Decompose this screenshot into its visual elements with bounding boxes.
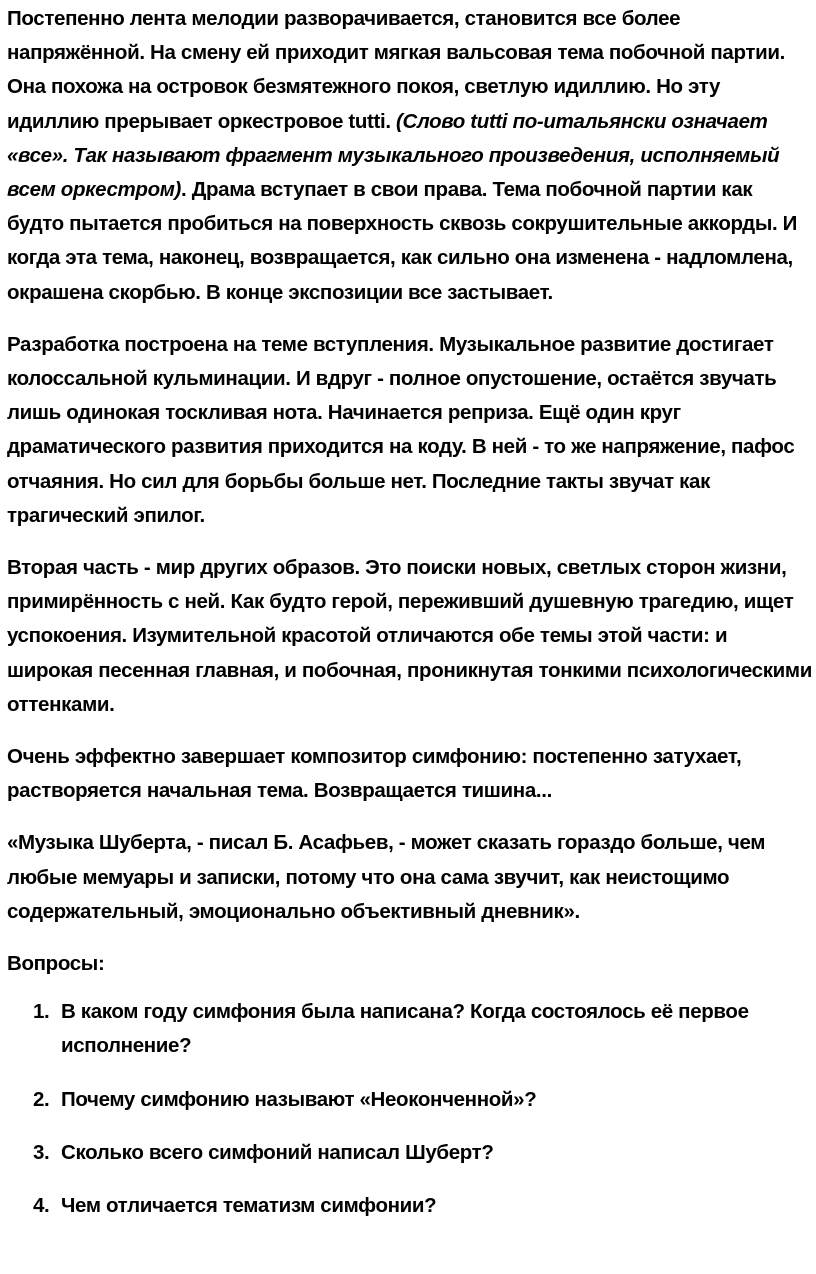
question-text: Чем отличается тематизм симфонии? [61, 1194, 437, 1218]
question-item [7, 995, 812, 1063]
question-number: 4. [33, 1194, 50, 1218]
question-item [7, 1189, 812, 1223]
questions-list [7, 995, 812, 1223]
paragraph-exposition [7, 2, 812, 310]
paragraph-development: Разработка построена на теме вступления. Музыкальное развитие достигает колоссальной кульминации. И вдруг - полное опустошение, остаётся звучать лишь одинокая тоскливая нота. Начинается реприза. Ещё один круг драматического развития приходится на коду. В ней - то же напряжение, пафос отчаяния. Но сил для борьбы больше нет. Последние такты звучат как трагический эпилог. [7, 332, 795, 527]
question-text: В каком году симфония была написана? Когда состоялось её первое исполнение? [61, 1000, 749, 1058]
question-item [7, 1083, 812, 1117]
questions-heading: Вопросы: [7, 952, 105, 976]
question-text: Почему симфонию называют «Неоконченной»? [61, 1087, 537, 1111]
paragraph-second-movement: Вторая часть - мир других образов. Это поиски новых, светлых сторон жизни, примирённость с ней. Как будто герой, переживший душевную трагедию, ищет успокоения. Изумительной красотой отличаются обе темы этой части: и широкая песенная главная, и побочная, проникнутая тонкими психологическими оттенками. [7, 556, 812, 716]
question-number: 2. [33, 1087, 50, 1111]
question-text: Сколько всего симфоний написал Шуберт? [61, 1140, 494, 1164]
question-number: 1. [33, 1000, 50, 1024]
paragraph-asafiev-quote: «Музыка Шуберта, - писал Б. Асафьев, - может сказать гораздо больше, чем любые мемуары и записки, потому что она сама звучит, как неистощимо содержательный, эмоционально объективный дневник». [7, 831, 766, 923]
paragraph-exposition-text-b: . Драма вступает в свои права. Тема побочной партии как будто пытается пробиться на поверхность сквозь сокрушительные аккорды. И когда эта тема, наконец, возвращается, как сильно она изменена - надломлена, окрашена скорбью. В конце экспозиции все застывает. [7, 178, 798, 304]
question-item [7, 1136, 812, 1170]
tutti-explanation: (Слово tutti по-итальянски означает «все». Так называют фрагмент музыкального произведения, исполняемый всем оркестром) [7, 109, 780, 202]
paragraph-ending: Очень эффектно завершает композитор симфонию: постепенно затухает, растворяется начальная тема. Возвращается тишина... [7, 745, 742, 803]
question-number: 3. [33, 1140, 50, 1164]
paragraph-exposition-text-a: Постепенно лента мелодии разворачивается, становится все более напряжённой. На смену ей приходит мягкая вальсовая тема побочной партии. Она похожа на островок безмятежного покоя, светлую идиллию. Но эту идиллию прерывает оркестровое tutti. [7, 7, 785, 133]
